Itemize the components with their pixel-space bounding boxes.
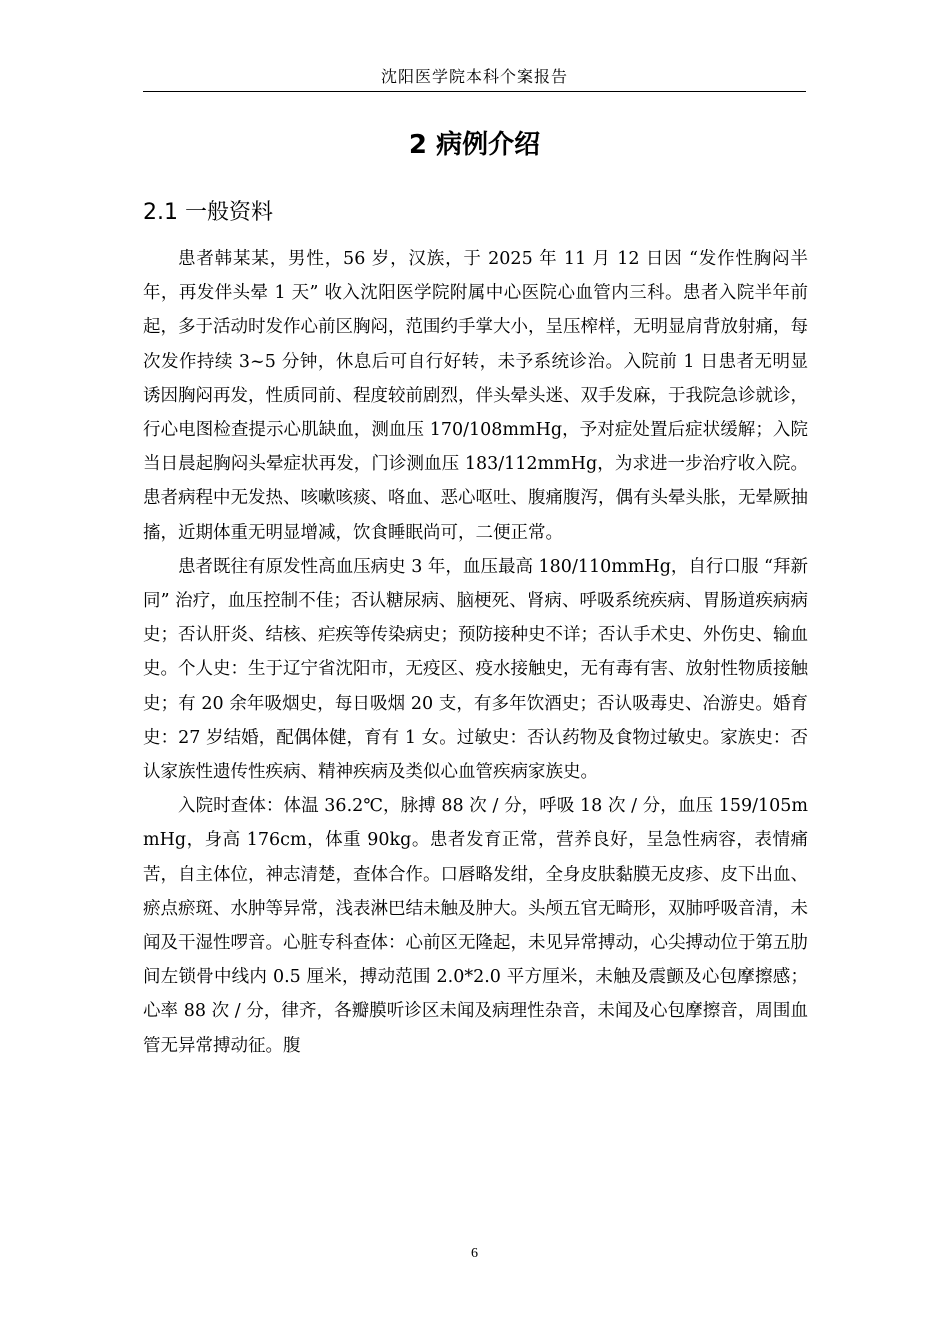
running-header: 沈阳医学院本科个案报告 bbox=[380, 67, 568, 86]
paragraph-past-history: 患者既往有原发性高血压病史 3 年，血压最高 180/110mmHg，自行口服 “拜新同” 治疗，血压控制不佳；否认糖尿病、脑梗死、肾病、呼吸系统疾病、胃肠道疾病病史；否认肝炎、结核、疟疾等传染病史；预防接种史不详；否认手术史、外伤史、输血史。个人史：生于辽宁省沈阳市，无疫区、疫水接触史，无有毒有害、放射性物质接触史；有 20 余年吸烟史，每日吸烟 20 支，有多年饮酒史；否认吸毒史、冶游史。婚育史：27 岁结婚，配偶体健，育有 1 女。过敏史：否认药物及食物过敏史。家族史：否认家族性遗传性疾病、精神疾病及类似心血管疾病家族史。 bbox=[143, 556, 808, 783]
chapter-title: 2 病例介绍 bbox=[408, 130, 541, 160]
section-title: 2.1 一般资料 bbox=[143, 200, 273, 225]
page-number: 6 bbox=[471, 1246, 478, 1261]
body-text bbox=[143, 242, 808, 1063]
header-rule bbox=[143, 91, 806, 92]
paragraph-history: 患者韩某某，男性，56 岁，汉族，于 2025 年 11 月 12 日因 “发作性胸闷半年，再发伴头晕 1 天” 收入沈阳医学院附属中心医院心血管内三科。患者入院半年前起，多于活动时发作心前区胸闷，范围约手掌大小，呈压榨样，无明显肩背放射痛，每次发作持续 3~5 分钟，休息后可自行好转，未予系统诊治。入院前 1 日患者无明显诱因胸闷再发，性质同前、程度较前剧烈，伴头晕头迷、双手发麻，于我院急诊就诊，行心电图检查提示心肌缺血，测血压 170/108mmHg，予对症处置后症状缓解；入院当日晨起胸闷头晕症状再发，门诊测血压 183/112mmHg，为求进一步治疗收入院。患者病程中无发热、咳嗽咳痰、咯血、恶心呕吐、腹痛腹泻，偶有头晕头胀，无晕厥抽搐，近期体重无明显增减，饮食睡眠尚可，二便正常。 bbox=[143, 249, 808, 543]
paragraph-physical-exam: 入院时查体：体温 36.2℃，脉搏 88 次 / 分，呼吸 18 次 / 分，血压 159/105mmHg，身高 176cm，体重 90kg。患者发育正常，营养良好，呈急性病容，表情痛苦，自主体位，神志清楚，查体合作。口唇略发绀，全身皮肤黏膜无皮疹、皮下出血、瘀点瘀斑、水肿等异常，浅表淋巴结未触及肿大。头颅五官无畸形，双肺呼吸音清，未闻及干湿性啰音。心脏专科查体：心前区无隆起，未见异常搏动，心尖搏动位于第五肋间左锁骨中线内 0.5 厘米，搏动范围 2.0*2.0 平方厘米，未触及震颤及心包摩擦感；心率 88 次 / 分，律齐，各瓣膜听诊区未闻及病理性杂音，未闻及心包摩擦音，周围血管无异常搏动征。腹 bbox=[143, 796, 808, 1056]
